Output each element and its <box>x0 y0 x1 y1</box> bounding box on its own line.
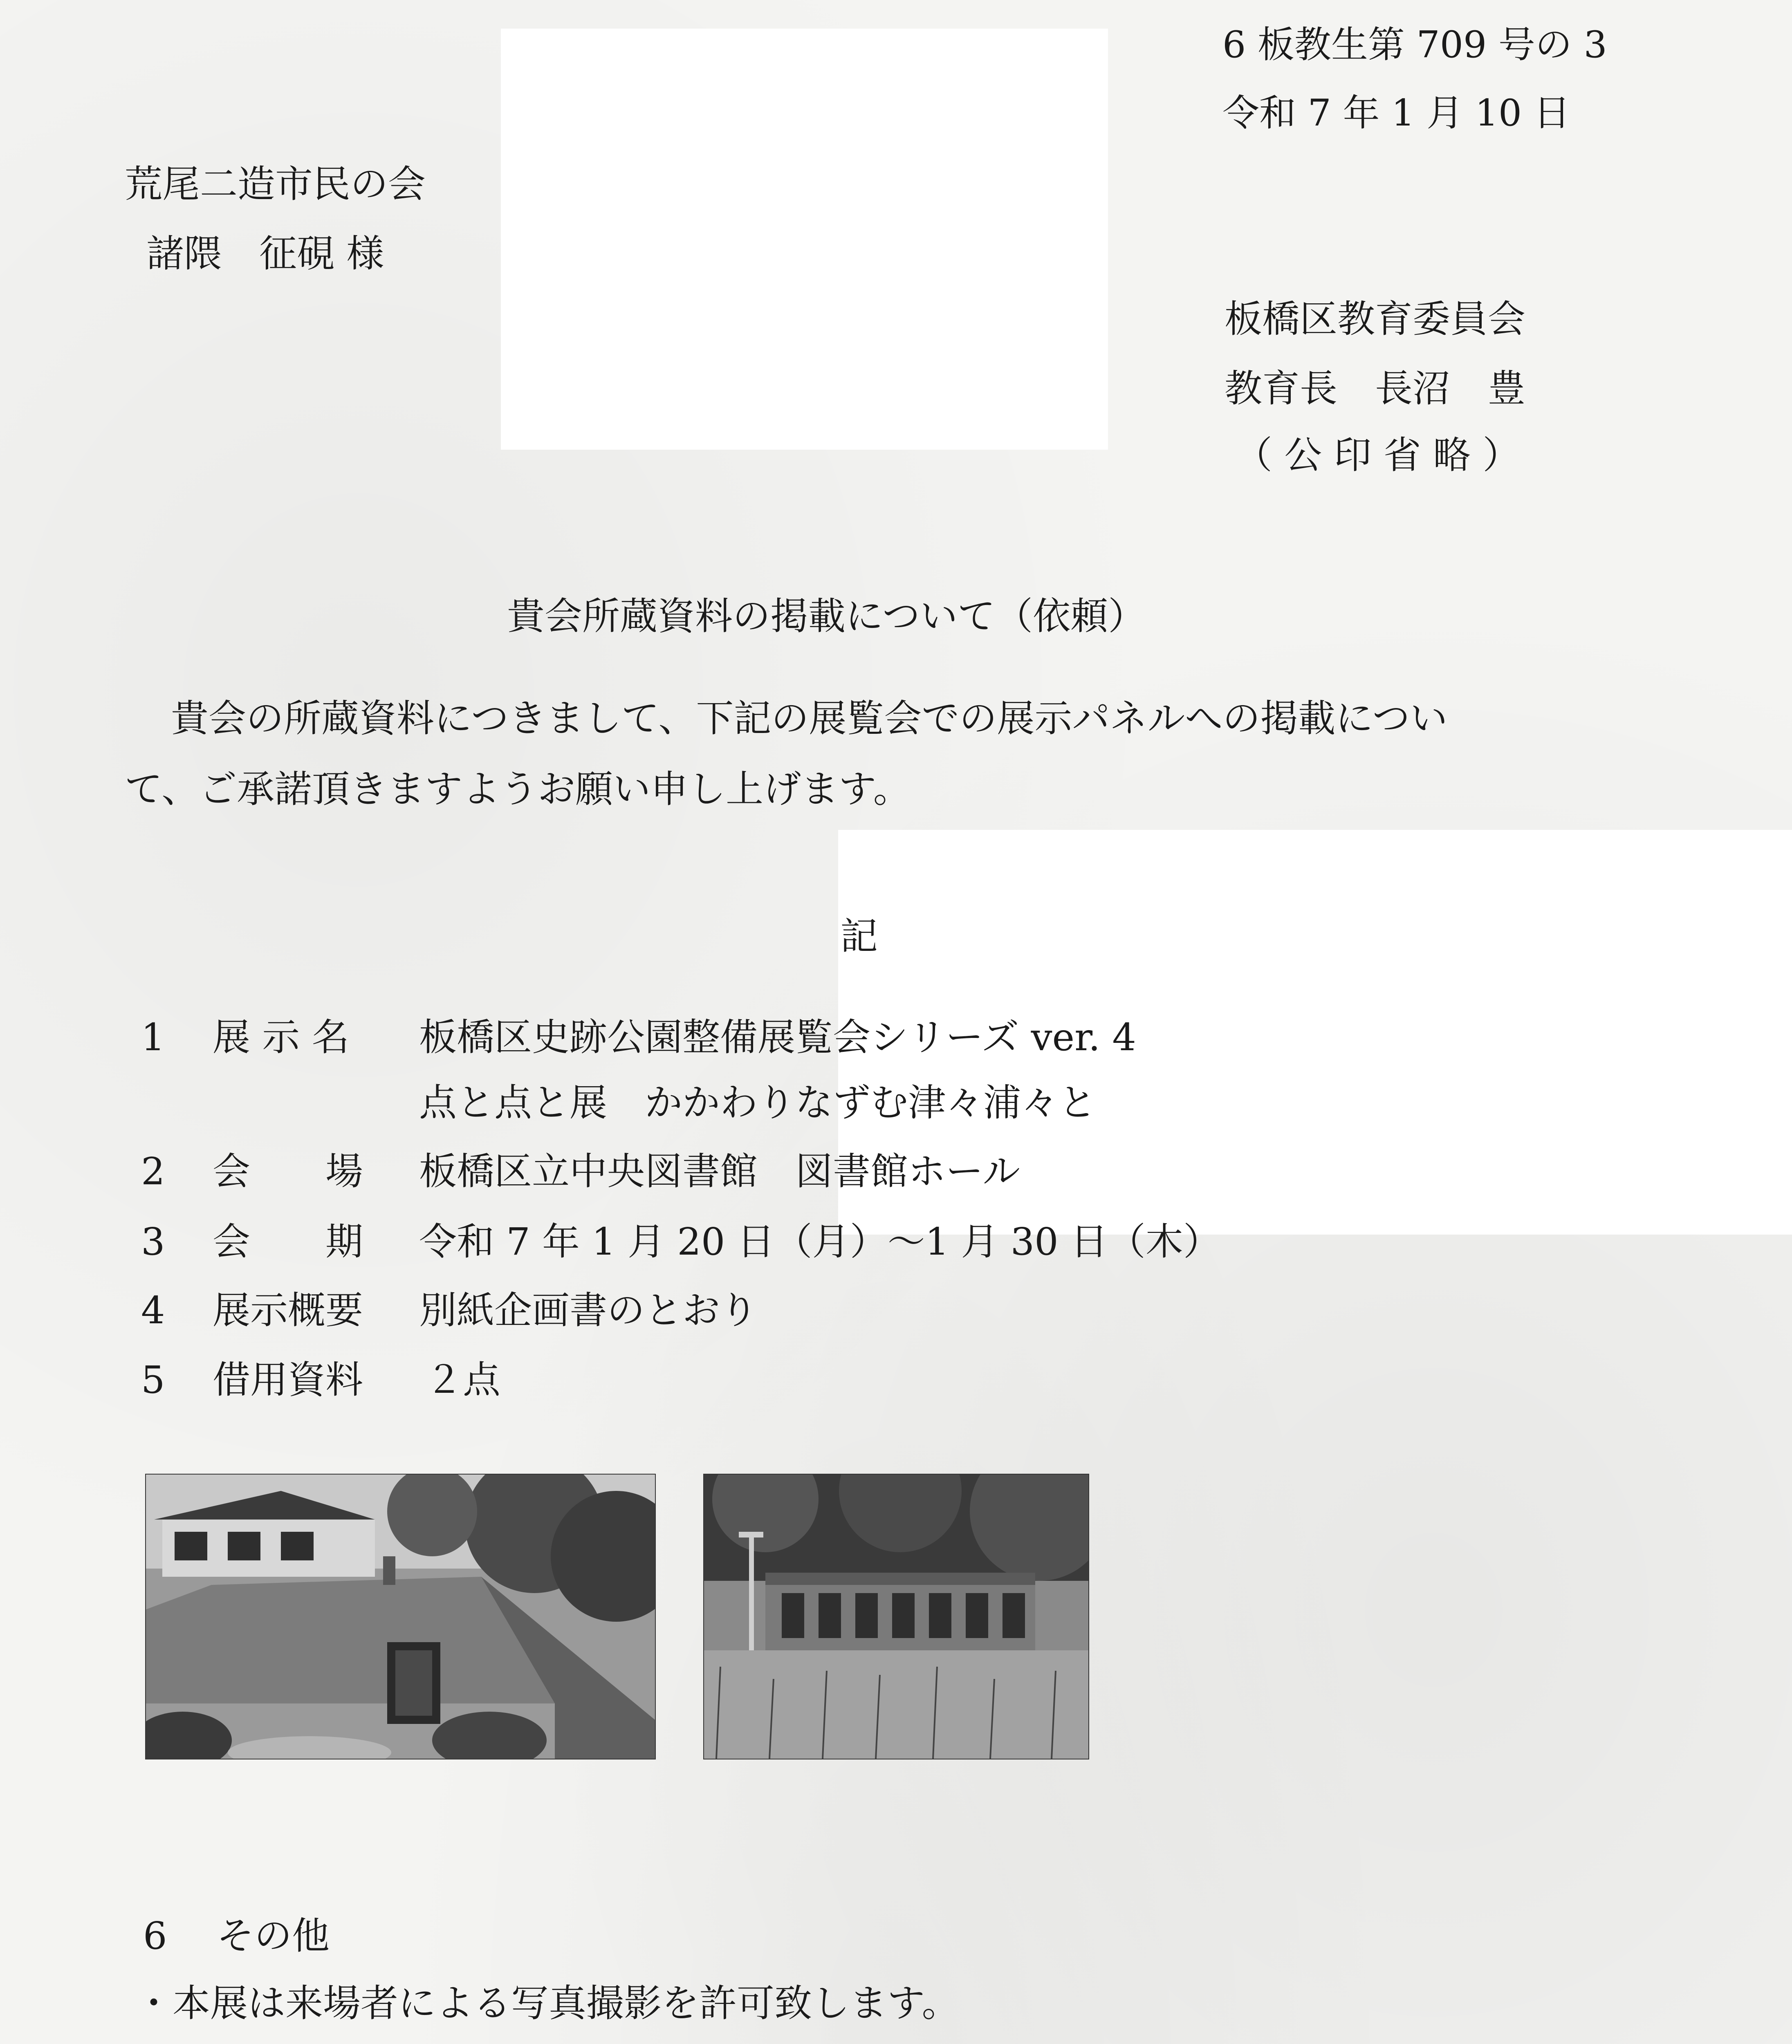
body-line-1: 貴会の所蔵資料につきまして、下記の展覧会での展示パネルへの掲載につい <box>171 697 1448 740</box>
sender-title-name: 教育長 長沼 豊 <box>1225 367 1526 410</box>
item-1-value-line-2: 点と点と展 かかわりなずむ津々浦々と <box>419 1081 1097 1125</box>
photo-bunker-with-house <box>145 1474 656 1759</box>
item-2-label: 会 場 <box>213 1150 363 1193</box>
document-date: 令和 7 年 1 月 10 日 <box>1222 92 1570 134</box>
document-number: 6 板教生第 709 号の 3 <box>1222 23 1607 66</box>
other-heading-number: 6 <box>143 1914 167 1958</box>
body-line-2: て、ご承諾頂きますようお願い申し上げます。 <box>125 767 911 811</box>
item-3-number: 3 <box>141 1220 165 1264</box>
photo-building-in-grass <box>703 1474 1089 1759</box>
other-heading: その他 <box>217 1914 330 1958</box>
item-5-value: ２点 <box>425 1358 501 1402</box>
item-2-number: 2 <box>141 1150 165 1193</box>
item-3-label: 会 期 <box>213 1220 363 1264</box>
item-4-number: 4 <box>141 1289 165 1332</box>
item-5-label: 借用資料 <box>213 1358 363 1402</box>
subject-title: 貴会所蔵資料の掲載について（依頼） <box>507 594 1146 638</box>
item-1-number: 1 <box>141 1015 165 1059</box>
item-4-label: 展示概要 <box>213 1289 363 1332</box>
other-bullet-1: ・本展は来場者による写真撮影を許可致します。 <box>135 1981 960 2025</box>
redaction-block-top <box>501 29 1108 450</box>
item-1-value: 板橋区史跡公園整備展覧会シリーズ ver. 4 <box>419 1015 1136 1059</box>
item-5-number: 5 <box>141 1358 165 1402</box>
sender-organization: 板橋区教育委員会 <box>1225 297 1526 341</box>
item-4-value: 別紙企画書のとおり <box>419 1289 758 1332</box>
seal-omitted-note: （ 公 印 省 略 ） <box>1235 433 1521 477</box>
ki-heading: 記 <box>840 914 878 958</box>
item-1-label: 展 示 名 <box>213 1015 350 1059</box>
item-2-value: 板橋区立中央図書館 図書館ホール <box>419 1150 1020 1193</box>
recipient-organization: 荒尾二造市民の会 <box>125 162 426 206</box>
recipient-name: 諸隈 征硯 様 <box>146 232 384 276</box>
item-3-value: 令和 7 年 1 月 20 日（月）～1 月 30 日（木） <box>419 1220 1221 1264</box>
